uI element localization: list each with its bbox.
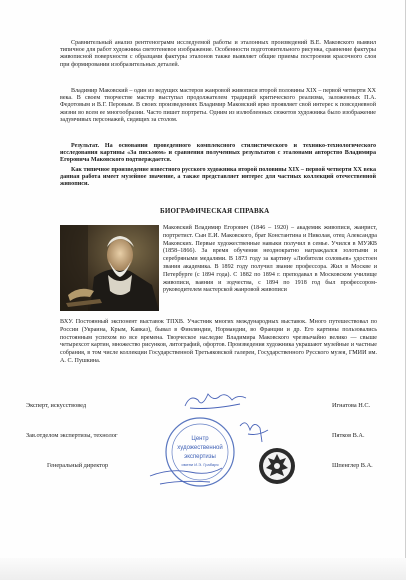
result-text: На основании проведенного комплексного стилистического и технико-технологического исследования картины «За письмом» и сравнения полученных результатов с эталонами авторство Владимира Егоровича Маковского подтверждается.: [60, 143, 376, 164]
conclusion-paragraph: Как типичное произведение известного русского художника второй половины XIX – первой четверти XX века данная работа имеет музейное значение, а также представляет интерес для частных коллекций отечественной живописи.: [60, 167, 376, 188]
signature-pyatkov: [240, 423, 268, 442]
bio-text: Маковский Владимир Егорович (1846 – 1920) – академик живописи, жанрист, портретист. Сын Е.И. Маковского, брат Константина и Николая, отец Александра Маковских. Первые художественные навыки получил в семье. Учился в МУЖВ (1858–1866). За время обучения неоднократно награждался золотыми и серебряными медалями. В 1873 году за картину «Любители соловьев» удостоен звания академика. В 1892 году получил звание профессора. Жил в Москве и Петербурге (с 1894 года). С 1882 по 1894 г. преподавал в Московском училище живописи, ваяния и зодчества, с 1894 по 1918 год был профессором-руководителем мастерской жанровой живописи: [163, 225, 377, 294]
result-paragraph: [60, 143, 376, 165]
bio-text-continued: ВХУ. Постоянный экспонент выставок ТПХВ. Участник многих международных выставок. Много путешествовал по России (Украина, Крым, Кавказ), бывал в Финляндии, Нормандии, во Франции и др. Его картины пользовались постоянным успехом во все времена. Творческое наследие Владимира Маковского чрезвычайно велико — свыше четырехсот картин, множество рисунков, литографий, офортов. Произведения художника украшают музейные и частные собрания, в том числе коллекции Государственной Третьяковской галереи, Государственного Русского музея, ГМИИ им. А. С. Пушкина.: [60, 319, 377, 364]
portrait-image: [60, 225, 159, 311]
role-director: Генеральный директор: [47, 462, 109, 469]
analysis-paragraph: Сравнительный анализ рентгенограмм исследуемой работы и эталонных произведений В.Е. Маковского выявил типичное для работ художника светотеневое изображение. Особенности подготовительного рисунка, сравнение фактуры живописной поверхности с образцами фактуры эталонов также выявляет общие приемы построения красочного слоя при формировании изобразительных деталей.: [60, 40, 376, 68]
name-expert: Игнатова Н.С.: [332, 402, 371, 409]
stamp-text-mid1: художественной: [177, 445, 223, 451]
role-head-of-department: Зав.отделом экспертизы, технолог: [26, 432, 118, 439]
emblem-seal-icon: [258, 446, 296, 486]
name-director: Шпенглер В.А.: [332, 462, 373, 469]
name-head-of-department: Пятков В.А.: [332, 432, 365, 439]
artist-paragraph: Владимир Маковский – один из ведущих мастеров жанровой живописи второй половины XIX – первой четверти XX века. В своем творчестве мастер выступал продолжателем традиций критического реализма, заложенных П.А. Федотовым и В.Г. Перовым. В своих произведениях Владимир Маковский ярко проявляет свой интерес к повседневной жизни во всем ее многообразии. Часто пишет портреты. Одним из излюбленных сюжетов художника было изображение задумчивых персонажей, сидящих за столом.: [60, 88, 376, 123]
stamp-text-top: Центр: [191, 436, 209, 442]
signature-ignatova: [185, 394, 246, 409]
result-lead: Результат.: [71, 143, 99, 149]
page-bottom-edge: [0, 558, 406, 580]
stamp-text-bottom: имени И.Э. Грабаря: [181, 462, 219, 467]
signatures-and-stamp: [90, 380, 280, 510]
section-title: БИОГРАФИЧЕСКАЯ СПРАВКА: [160, 207, 270, 215]
artist-portrait: [60, 225, 159, 311]
role-expert: Эксперт, искусствовед: [26, 402, 87, 409]
stamp-text-mid2: экспертизы: [184, 454, 216, 460]
center-stamp: [166, 418, 234, 486]
